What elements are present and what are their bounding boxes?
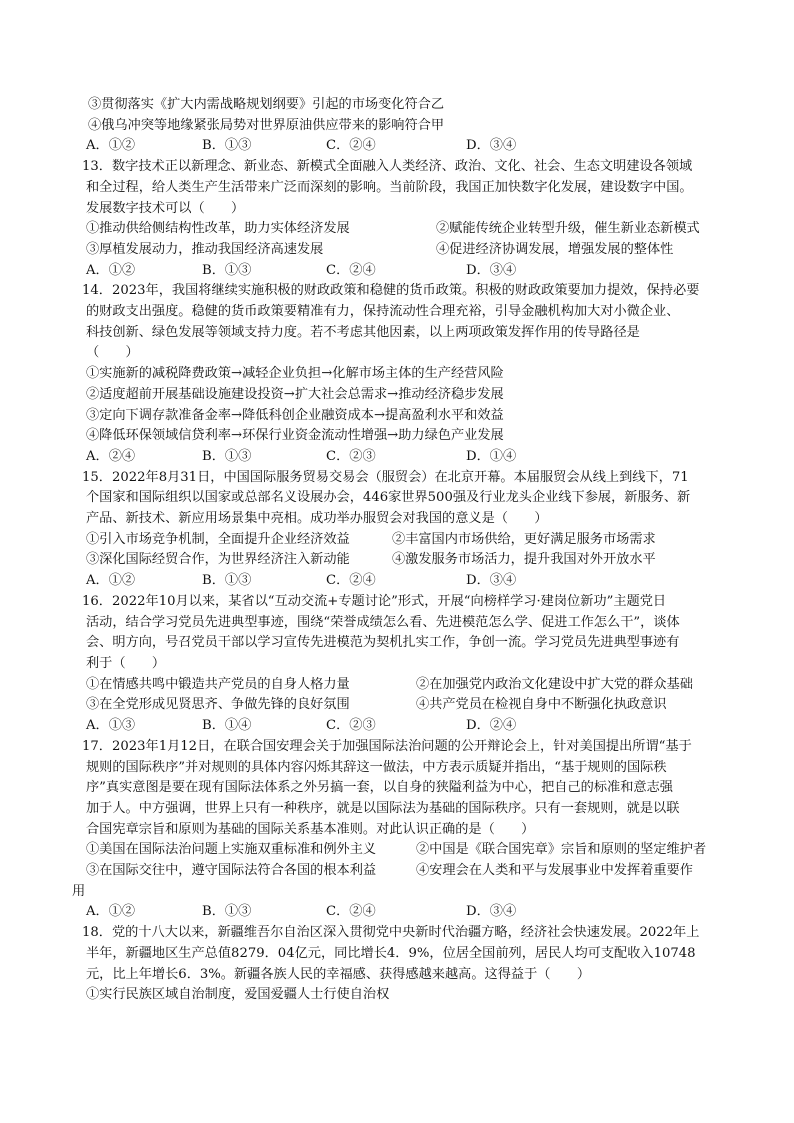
statement-2: ②中国是《联合国宪章》宗旨和原则的坚定维护者 xyxy=(416,842,707,858)
statement-3: ③在国际交往中，遵守国际法符合各国的根本利益 xyxy=(86,863,377,879)
exam-page xyxy=(72,95,726,1006)
question-17 xyxy=(72,737,726,923)
statement-4: ④促进经济协调发展，增强发展的整体性 xyxy=(436,241,674,257)
statement-2: ②适度超前开展基础设施建设投资→扩大社会总需求→推动经济稳步发展 xyxy=(86,386,504,402)
question-15 xyxy=(82,468,726,592)
question-stem-line: 规则的国际秩序”并对规则的具体内容闪烁其辞这一做法，中方表示质疑并指出，“基于规则的国际秩 xyxy=(86,759,667,775)
answer-options xyxy=(86,571,726,592)
question-stem-line: 和全过程，给人类生产生活带来广泛而深刻的影响。当前阶段，我国正加快数字化发展，建设数字中国。 xyxy=(86,179,693,195)
question-stem-line: 产品、新技术、新应用场景集中亮相。成功举办服贸会对我国的意义是（ ） xyxy=(86,511,548,527)
question-stem-line: （ ） xyxy=(86,345,139,361)
option-a[interactable]: A．①② xyxy=(86,262,136,278)
answer-options xyxy=(86,902,726,923)
option-a[interactable]: A．①② xyxy=(86,573,136,589)
option-a[interactable]: A．①③ xyxy=(86,718,136,734)
option-b[interactable]: B．①③ xyxy=(202,448,252,464)
statement-2: ②在加强党内政治文化建设中扩大党的群众基础 xyxy=(416,676,693,692)
option-d[interactable]: D．①④ xyxy=(466,448,517,464)
question-stem-line: 活动，结合学习党员先进典型事迹，围绕“荣誉成绩怎么看、先进模范怎么学、促进工作怎么干”，谈体 xyxy=(86,614,680,630)
question-stem-line: 个国家和国际组织以国家或总部名义设展办会，446家世界500强及行业龙头企业线下参展，新服务、新 xyxy=(86,490,691,506)
answer-options xyxy=(86,136,726,157)
statement-3: ③在全党形成见贤思齐、争做先锋的良好氛围 xyxy=(86,697,350,713)
option-d[interactable]: D．③④ xyxy=(466,573,517,589)
question-stem-line: 16．2022年10月以来，某省以“互动交流+专题讨论”形式，开展“向榜样学习·建岗位新功”主题党日 xyxy=(82,593,667,609)
option-b[interactable]: B．①③ xyxy=(202,138,252,154)
question-stem-line: 18．党的十八大以来，新疆维吾尔自治区深入贯彻党中央新时代治疆方略，经济社会快速发展。2022年上 xyxy=(82,925,700,941)
question-stem-line: 13．数字技术正以新理念、新业态、新模式全面融入人类经济、政治、文化、社会、生态文明建设各领域 xyxy=(82,159,693,175)
option-c[interactable]: C．②④ xyxy=(326,262,376,278)
question-18 xyxy=(82,923,726,1006)
option-c[interactable]: C．②④ xyxy=(326,138,376,154)
statement-4: ④俄乌冲突等地缘紧张局势对世界原油供应带来的影响符合甲 xyxy=(88,117,445,133)
statement-2: ②丰富国内市场供给，更好满足服务市场需求 xyxy=(392,531,656,547)
question-stem-line: 的财政支出强度。稳健的货币政策要精准有力，保持流动性合理充裕，引导金融机构加大对小微企业、 xyxy=(86,304,680,320)
option-c[interactable]: C．②③ xyxy=(326,718,376,734)
question-stem-line: 14．2023年，我国将继续实施积极的财政政策和稳健的货币政策。积极的财政政策要加力提效，保持必要 xyxy=(82,283,700,299)
answer-options xyxy=(86,261,726,282)
statement-1: ①推动供给侧结构性改革，助力实体经济发展 xyxy=(86,221,350,237)
statement-2: ②赋能传统企业转型升级，催生新业态新模式 xyxy=(436,221,700,237)
option-b[interactable]: B．①③ xyxy=(202,904,252,920)
statement-1: ①在情感共鸣中锻造共产党员的自身人格力量 xyxy=(86,676,350,692)
option-d[interactable]: D．③④ xyxy=(466,904,517,920)
answer-options xyxy=(86,716,726,737)
question-stem-line: 15．2022年8月31日，中国国际服务贸易交易会（服贸会）在北京开幕。本届服贸会从线上到线下，71 xyxy=(82,469,689,485)
question-stem-line: 合国宪章宗旨和原则为基础的国际关系基本准则。对此认识正确的是（ ） xyxy=(86,821,535,837)
question-14 xyxy=(82,281,726,467)
question-stem-line: 利于（ ） xyxy=(86,655,166,671)
option-d[interactable]: D．②④ xyxy=(466,718,517,734)
question-stem-line: 半年，新疆地区生产总值8279．04亿元，同比增长4．9%，位居全国前列，居民人均可支配收入10748 xyxy=(86,945,696,961)
statement-4: ④安理会在人类和平与发展事业中发挥着重要作 xyxy=(416,863,693,879)
statement-3: ③深化国际经贸合作，为世界经济注入新动能 xyxy=(86,552,350,568)
question-stem-line: 加于人。中方强调，世界上只有一种秩序，就是以国际法为基础的国际秩序。只有一套规则，就是以联 xyxy=(86,800,680,816)
option-a[interactable]: A．①② xyxy=(86,138,136,154)
statement-1: ①实行民族区域自治制度，爱国爱疆人士行使自治权 xyxy=(86,987,390,1003)
option-a[interactable]: A．①② xyxy=(86,904,136,920)
question-stem-line: 17．2023年1月12日，在联合国安理会关于加强国际法治问题的公开辩论会上，针对美国提出所谓“基于 xyxy=(82,738,692,754)
statement-4: ④降低环保领域信贷利率→环保行业资金流动性增强→助力绿色产业发展 xyxy=(86,428,504,444)
option-d[interactable]: D．③④ xyxy=(466,262,517,278)
question-stem-line: 元，比上年增长6．3%。新疆各族人民的幸福感、获得感越来越高。这得益于（ ） xyxy=(86,966,591,982)
statement-4: ④激发服务市场活力，提升我国对外开放水平 xyxy=(392,552,656,568)
statement-3: ③厚植发展动力，推动我国经济高速发展 xyxy=(86,241,324,257)
question-stem-line: 会、明方向，号召党员干部以学习宣传先进模范为契机扎实工作，争创一流。学习党员先进典型事迹有 xyxy=(86,635,680,651)
option-c[interactable]: C．②④ xyxy=(326,904,376,920)
statement-4: ④共产党员在检视自身中不断强化执政意识 xyxy=(416,697,667,713)
question-13 xyxy=(82,157,726,281)
option-b[interactable]: B．①③ xyxy=(202,573,252,589)
statement-3: ③定向下调存款准备金率→降低科创企业融资成本→提高盈利水平和效益 xyxy=(86,407,504,423)
question-stem-line: 发展数字技术可以（ ） xyxy=(86,200,245,216)
statement-1: ①美国在国际法治问题上实施双重标准和例外主义 xyxy=(86,842,377,858)
option-c[interactable]: C．②④ xyxy=(326,573,376,589)
answer-options xyxy=(86,447,726,468)
statement-4-continued: 用 xyxy=(72,883,86,899)
statement-1: ①实施新的减税降费政策→减轻企业负担→化解市场主体的生产经营风险 xyxy=(86,366,504,382)
statement-3: ③贯彻落实《扩大内需战略规划纲要》引起的市场变化符合乙 xyxy=(88,97,445,112)
question-16 xyxy=(82,592,726,737)
option-b[interactable]: B．①④ xyxy=(202,718,252,734)
question-stem-line: 序”真实意图是要在现有国际法体系之外另搞一套，以自身的狭隘利益为中心，把自己的标准和意志强 xyxy=(86,780,673,796)
option-a[interactable]: A．②④ xyxy=(86,448,136,464)
statement-1: ①引入市场竞争机制，全面提升企业经济效益 xyxy=(86,531,350,547)
question-stem-line: 科技创新、绿色发展等领域支持力度。若不考虑其他因素，以上两项政策发挥作用的传导路径是 xyxy=(86,324,640,340)
option-c[interactable]: C．②③ xyxy=(326,448,376,464)
option-b[interactable]: B．①③ xyxy=(202,262,252,278)
option-d[interactable]: D．③④ xyxy=(466,138,517,154)
